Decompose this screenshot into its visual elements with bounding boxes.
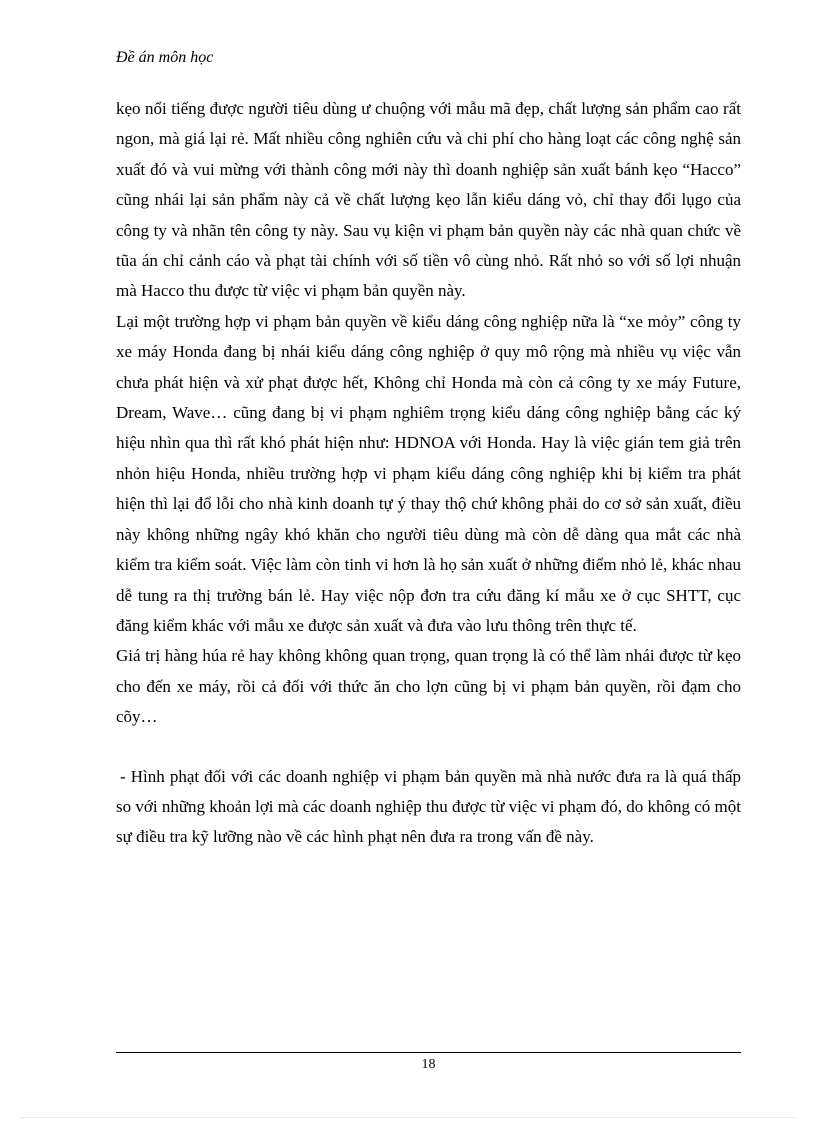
- paragraph-hacco-candy: kẹo nổi tiếng được người tiêu dùng ư chuộng với mẫu mã đẹp, chất lượng sản phẩm cao rất ngon, mà giá lại rẻ. Mất nhiều công nghiên cứu và chi phí cho hàng loạt các công nghệ sản xuất đó và vui mừng với thành công mới này thì doanh nghiệp sản xuất bánh kẹo “Hacco” cũng nhái lại sản phẩm này cả về chất lượng kẹo lẫn kiểu dáng vỏ, chỉ thay đổi lụgo của công ty và nhãn tên công ty này. Sau vụ kiện vi phạm bản quyền này các nhà quan chức về tũa án chỉ cảnh cáo và phạt tài chính với số tiền vô cùng nhỏ. Rất nhỏ so với số lợi nhuận mà Hacco thu được từ việc vi phạm bản quyền này.: [116, 99, 741, 301]
- paragraph-honda-motorbike: Lại một trường hợp vi phạm bản quyền về kiểu dáng công nghiệp nữa là “xe mỏy” công ty xe máy Honda đang bị nhái kiểu dáng công nghiệp ở quy mô rộng mà nhiều vụ việc vẫn chưa phát hiện và xử phạt được hết, Không chỉ Honda mà còn cả công ty xe máy Future, Dream, Wave… cũng đang bị vi phạm nghiêm trọng kiểu dáng công nghiệp bằng các ký hiệu nhìn qua thì rất khó phát hiện như: HDNOA với Honda. Hay là việc gián tem giả trên nhỏn hiệu Honda, nhiều trường hợp vi phạm kiểu dáng công nghiệp khi bị kiểm tra phát hiện thì lại đổ lỗi cho nhà kinh doanh tự ý thay thộ chứ không phải do cơ sở sản xuất, điều này không những ngây khó khăn cho người tiêu dùng mà còn dễ dàng qua mắt các nhà kiểm tra kiểm soát. Việc làm còn tinh vi hơn là họ sản xuất ở những điểm nhỏ lẻ, khác nhau dễ tung ra thị trường bán lẻ. Hay việc nộp đơn tra cứu đăng kí mẫu xe ở cục SHTT, cục đăng kiểm khác với mẫu xe được sản xuất và đưa vào lưu thông trên thực tế.: [116, 311, 741, 635]
- footer-divider: [116, 1052, 741, 1053]
- page-header-title: Đề án môn học: [116, 49, 214, 66]
- page-number: 18: [421, 1057, 436, 1072]
- paragraph-penalty: - Hình phạt đối với các doanh nghiệp vi phạm bản quyền mà nhà nước đưa ra là quá thấp so với những khoản lợi mà các doanh nghiệp thu được từ việc vi phạm đó, do không có một sự điều tra kỹ lưỡng nào về các hình phạt nên đưa ra trong vấn đề này.: [116, 766, 741, 847]
- page-bottom-edge: [20, 1117, 796, 1118]
- document-body: [116, 94, 741, 853]
- paragraph-spacer: [116, 733, 741, 762]
- paragraph-value-of-goods: Giá trị hàng húa rẻ hay không không quan trọng, quan trọng là có thể làm nhái được từ kẹo cho đến xe máy, rồi cả đối với thức ăn cho lợn cũng bị vi phạm bản quyền, rồi đạm cho cõy…: [116, 646, 741, 727]
